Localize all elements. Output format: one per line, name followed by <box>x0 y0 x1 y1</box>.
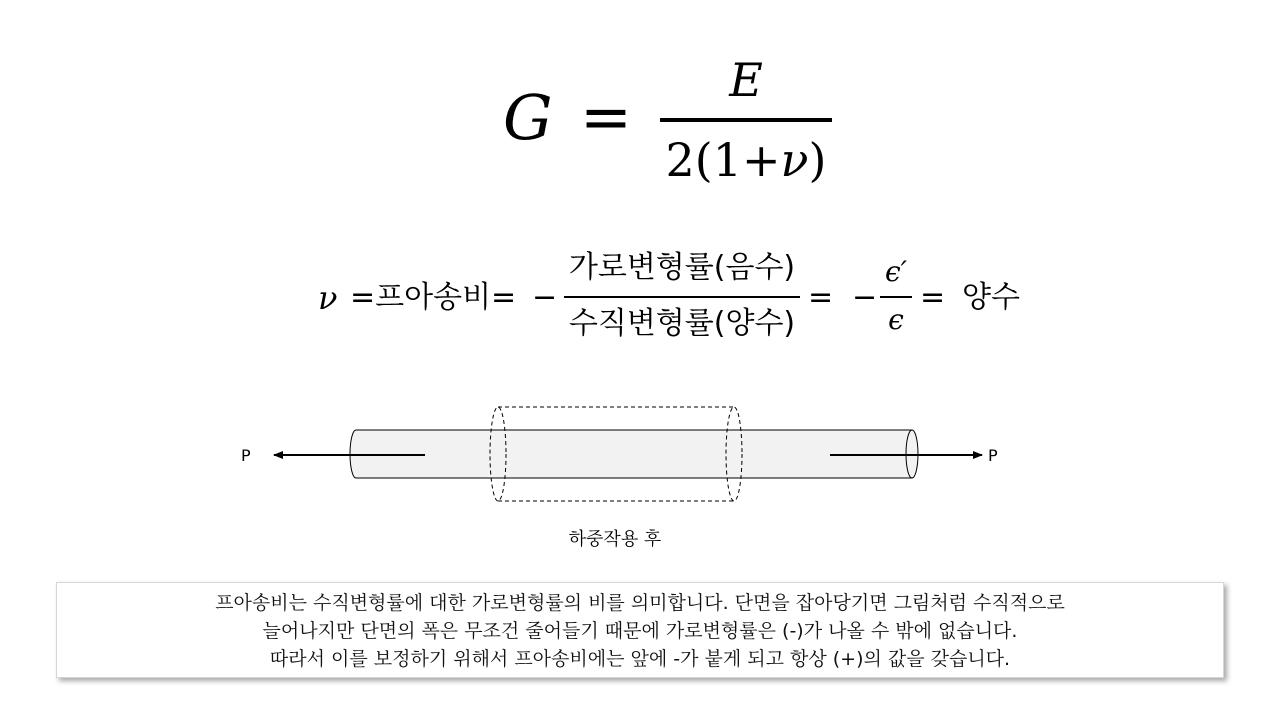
tension-bar-diagram <box>0 390 1280 520</box>
shear-modulus-formula <box>0 0 1280 200</box>
poisson-equals-sign-3: = <box>920 280 946 315</box>
formula-equals-sign: = <box>580 80 632 153</box>
poisson-ratio-formula <box>0 240 1280 360</box>
formula-denominator <box>652 130 840 190</box>
strain-fraction-bar <box>564 296 800 298</box>
lateral-strain-numerator: 가로변형률(음수) <box>568 250 796 285</box>
strain-ratio-fraction <box>562 240 802 360</box>
epsilon-fraction <box>878 240 914 360</box>
poisson-minus-sign: − <box>532 280 558 315</box>
fraction-bar <box>660 118 832 122</box>
poisson-minus-sign-2: − <box>852 280 878 315</box>
epsilon-denominator: ϵ <box>888 303 904 336</box>
bar-drawing <box>0 390 1280 520</box>
denominator-prefix: 2(1+ <box>665 133 781 187</box>
epsilon-prime-numerator: ϵ′ <box>884 255 908 288</box>
poisson-result-positive: 양수 <box>962 280 1020 315</box>
axial-strain-denominator: 수직변형률(양수) <box>568 306 796 341</box>
denominator-nu-symbol: ν <box>780 133 809 187</box>
original-bar-body <box>350 430 912 478</box>
note-line-1: 프아송비는 수직변형률에 대한 가로변형률의 비를 의미합니다. 단면을 잡아당기면 그림처럼 수직적으로 <box>215 592 1065 614</box>
formula-numerator-e: E <box>729 53 763 107</box>
explanation-note-box <box>56 582 1224 678</box>
force-label-right: P <box>988 446 998 465</box>
formula-lhs-g: G <box>503 81 553 154</box>
diagram-caption: 하중작용 후 <box>568 529 662 550</box>
poisson-definition-text: =프아송비= <box>350 280 517 315</box>
force-label-left: P <box>241 446 251 465</box>
note-line-2: 늘어나지만 단면의 폭은 무조건 줄어들기 때문에 가로변형률은 (-)가 나올 수 밖에 없습니다. <box>262 620 1018 642</box>
poisson-nu-symbol: ν <box>318 279 338 317</box>
epsilon-fraction-bar <box>880 296 912 298</box>
note-line-3: 따라서 이를 보정하기 위해서 프아송비에는 앞에 -가 붙게 되고 항상 (+)의 값을 갖습니다. <box>269 648 1011 670</box>
poisson-equals-sign-2: = <box>808 280 834 315</box>
denominator-suffix: ) <box>808 133 827 187</box>
